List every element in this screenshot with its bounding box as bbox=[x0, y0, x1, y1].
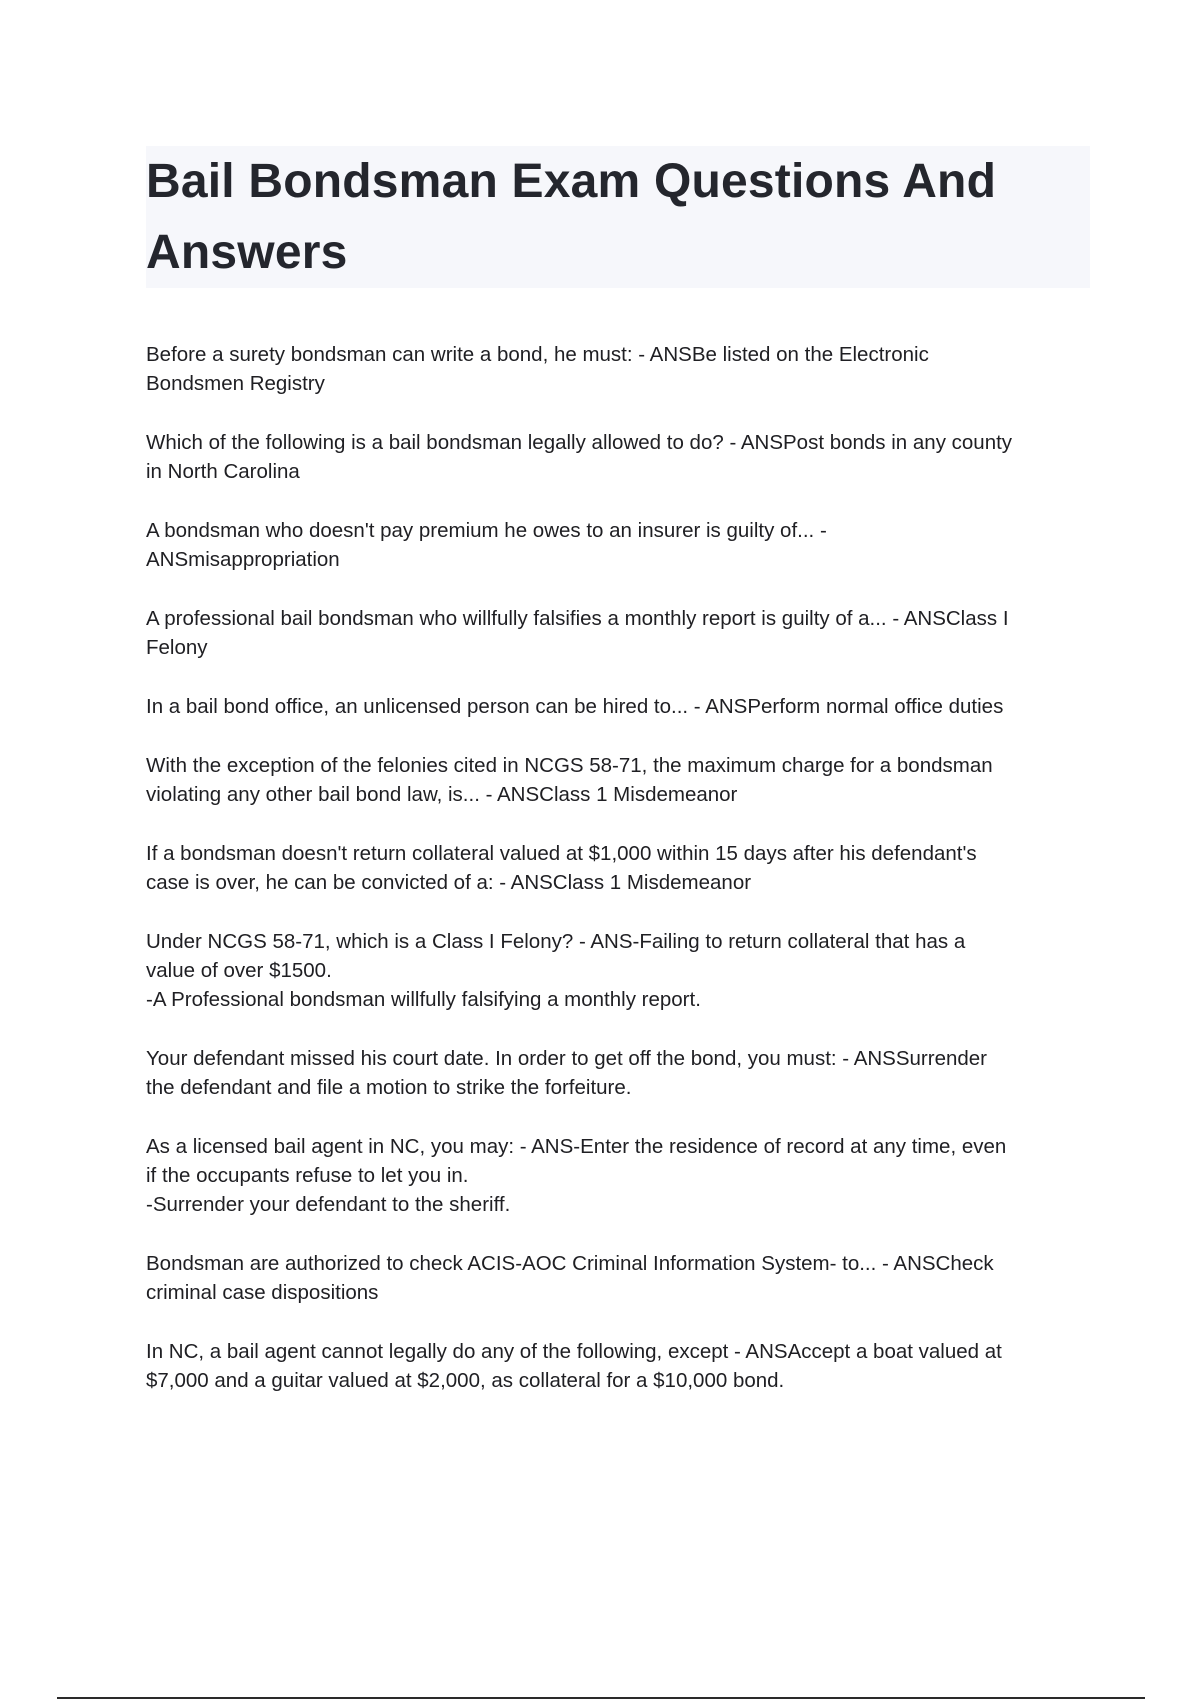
qa-item: As a licensed bail agent in NC, you may: - ANS-Enter the residence of record at any time, even if the occupants refuse to let you in. -Surrender your defendant to the sheriff. bbox=[146, 1135, 1007, 1216]
qa-list bbox=[146, 340, 1096, 1425]
qa-item: With the exception of the felonies cited in NCGS 58-71, the maximum charge for a bondsman violating any other bail bond law, is... - ANSClass 1 Misdemeanor bbox=[146, 754, 993, 806]
qa-item: Bondsman are authorized to check ACIS-AOC Criminal Information System- to... - ANSCheck criminal case dispositions bbox=[146, 1252, 994, 1304]
qa-item: Which of the following is a bail bondsman legally allowed to do? - ANSPost bonds in any county in North Carolina bbox=[146, 431, 1013, 483]
qa-item: A professional bail bondsman who willfully falsifies a monthly report is guilty of a... - ANSClass I Felony bbox=[146, 607, 1009, 659]
qa-item: Your defendant missed his court date. In order to get off the bond, you must: - ANSSurrender the defendant and file a motion to strike the forfeiture. bbox=[146, 1047, 988, 1099]
qa-item: Under NCGS 58-71, which is a Class I Felony? - ANS-Failing to return collateral that has a value of over $1500. -A Professional bondsman willfully falsifying a monthly report. bbox=[146, 930, 966, 1011]
footer-divider bbox=[57, 1697, 1145, 1699]
qa-item: In NC, a bail agent cannot legally do any of the following, except - ANSAccept a boat valued at $7,000 and a guitar valued at $2,000, as collateral for a $10,000 bond. bbox=[146, 1340, 1002, 1392]
qa-item: Before a surety bondsman can write a bond, he must: - ANSBe listed on the Electronic Bondsmen Registry bbox=[146, 343, 929, 395]
title-banner bbox=[146, 146, 1090, 288]
qa-item: In a bail bond office, an unlicensed person can be hired to... - ANSPerform normal office duties bbox=[146, 695, 1004, 718]
qa-item: If a bondsman doesn't return collateral valued at $1,000 within 15 days after his defendant's case is over, he can be convicted of a: - ANSClass 1 Misdemeanor bbox=[146, 842, 977, 894]
qa-item: A bondsman who doesn't pay premium he owes to an insurer is guilty of... - ANSmisappropriation bbox=[146, 519, 827, 571]
page-title: Bail Bondsman Exam Questions And Answers bbox=[146, 155, 997, 279]
